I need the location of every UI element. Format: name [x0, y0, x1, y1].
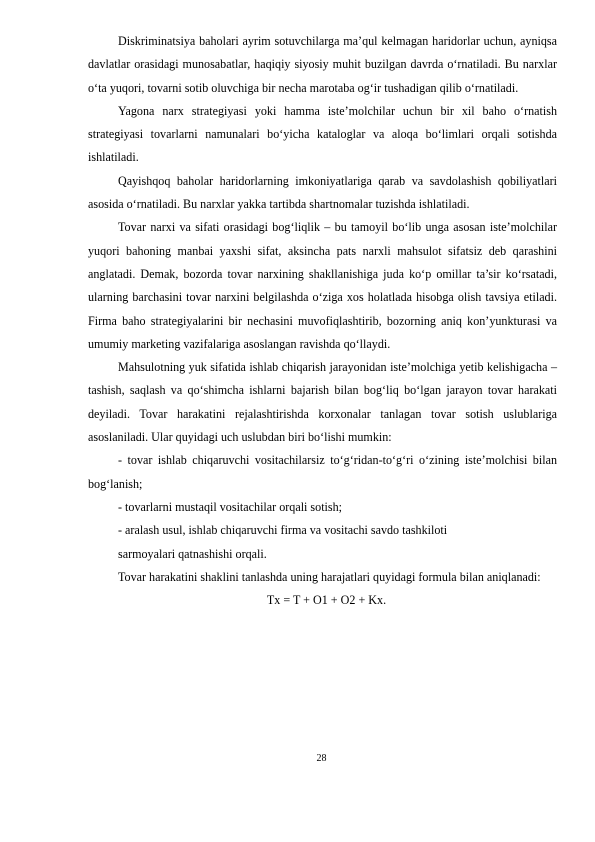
paragraph-discriminatory-prices: Diskriminatsiya baholari ayrim sotuvchilarga ma’qul kelmagan haridorlar uchun, ayniqsa davlatlar orasidagi munosabatlar, haqiqiy siyosiy muhit buzilgan davrda o‘rnatiladi. Bu narxlar o‘ta yuqori, tovarni sotib oluvchiga bir necha marotaba og‘ir tushadigan qilib o‘rnatiladi. — [88, 34, 557, 95]
list-item-mixed-method-continued: sarmoyalari qatnashishi orqali. — [118, 546, 267, 561]
list-item-intermediaries: - tovarlarni mustaqil vositachilar orqali sotish; — [118, 499, 343, 514]
document-page — [88, 30, 557, 612]
list-item-direct-sales: - tovar ishlab chiqaruvchi vositachilarsiz to‘g‘ridan-to‘g‘ri o‘zining iste’molchisi bilan bog‘lanish; — [88, 453, 557, 491]
paragraph-formula-intro: Tovar harakatini shaklini tanlashda uning harajatlari quyidagi formula bilan aniqlanadi: — [118, 569, 541, 584]
paragraph-price-quality-relation: Tovar narxi va sifati orasidagi bog‘liqlik – bu tamoyil bo‘lib unga asosan iste’molchilar yuqori bahoning manbai yaxshi sifat, aksincha pats narxli mahsulot sifatsiz deb qarashini anglatadi. Demak, bozorda tovar narxining shakllanishiga juda ko‘p omillar ta’sir ko‘rsatadi, ularning barchasini tovar narxini belgilashda o‘ziga xos holatlada hisobga olish tavsiya etiladi. Firma baho strategiyalarini bir nechasini muvofiqlashtirib, bozorning aniq kon’yunkturasi va umumiy marketing vazifalariga asoslangan ravishda qo‘llaydi. — [88, 220, 557, 351]
paragraph-single-price-strategy: Yagona narx strategiyasi yoki hamma iste’molchilar uchun bir xil baho o‘rnatish strategiyasi tovarlarni namunalari bo‘yicha kataloglar va aloqa bo‘limlari orqali sotishda ishlatiladi. — [88, 103, 557, 165]
paragraph-goods-movement: Mahsulotning yuk sifatida ishlab chiqarish jarayonidan iste’molchiga yetib kelishigacha – tashish, saqlash va qo‘shimcha ishlarni bajarish bilan bog‘liq bo‘lgan jarayon tovar harakati deyiladi. Tovar harakatini rejalashtirishda korxonalar tanlagan tovar sotish uslublariga asoslaniladi. Ular quyidagi uch uslubdan biri bo‘lishi mumkin: — [88, 360, 557, 445]
list-item-mixed-method: - aralash usul, ishlab chiqaruvchi firma va vositachi savdo tashkiloti — [118, 523, 448, 538]
cost-formula: Tx = T + O1 + O2 + Kx. — [266, 593, 387, 608]
paragraph-flexible-prices: Qayishqoq baholar haridorlarning imkoniyatlariga qarab va savdolashish qobiliyatlari asosida o‘rnatiladi. Bu narxlar yakka tartibda shartnomalar tuzishda ishlatiladi. — [88, 173, 557, 212]
page-number: 28 — [316, 753, 327, 764]
